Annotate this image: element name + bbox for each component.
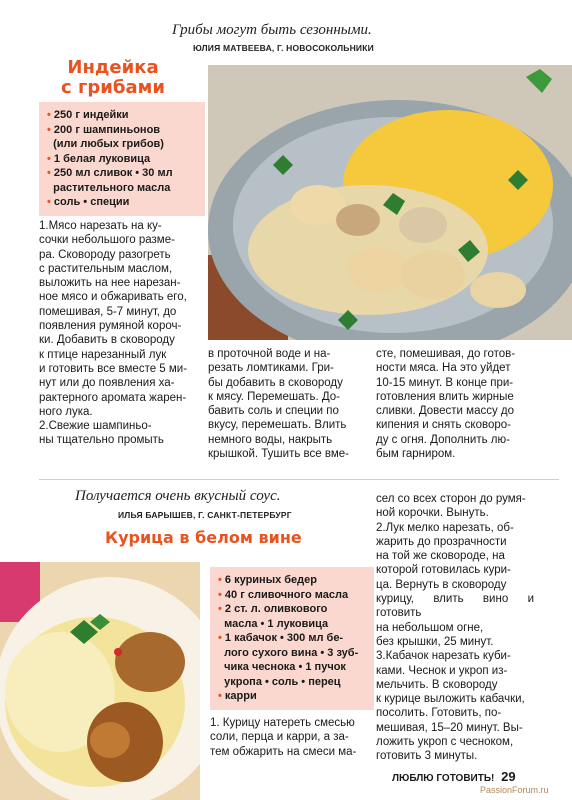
ingredient-item: • 250 г индейки xyxy=(47,109,129,121)
article1-ingredients xyxy=(39,102,205,216)
text-line: бы добавить в сковороду xyxy=(208,376,343,389)
text-line: 3.Кабачок нарезать куби- xyxy=(376,650,511,663)
text-line: сочки небольшого разме- xyxy=(39,234,175,247)
text-line: появления румяной короч- xyxy=(39,320,182,333)
text-line: ца. Вернуть в сковороду xyxy=(376,578,507,591)
article2-author: ИЛЬЯ БАРЫШЕВ, Г. САНКТ-ПЕТЕРБУРГ xyxy=(118,510,292,520)
text-line: к мясу. Перемешать. До- xyxy=(208,390,341,403)
chicken-dish-photo xyxy=(0,562,200,800)
section-divider xyxy=(39,479,559,480)
text-line: тем обжарить на смеси ма- xyxy=(210,745,357,758)
text-line: нут или до появления ха- xyxy=(39,377,175,390)
text-line: сте, помешивая, до готов- xyxy=(376,348,516,360)
article2-column3 xyxy=(376,492,534,764)
article1-title-line1: Индейка xyxy=(67,57,159,78)
article1-author: ЮЛИЯ МАТВЕЕВА, Г. НОВОСОКОЛЬНИКИ xyxy=(193,43,374,53)
text-line: в проточной воде и на- xyxy=(208,348,331,360)
text-line: крышкой. Тушить все вме- xyxy=(208,448,349,461)
ingredient-item: (или любых грибов) xyxy=(53,138,164,150)
text-line: ной корочки. Вынуть. xyxy=(376,507,489,520)
article1-column2 xyxy=(208,347,366,461)
turkey-dish-photo xyxy=(208,65,572,340)
text-line: мешивая, 15–20 минут. Вы- xyxy=(376,721,523,734)
page-footer xyxy=(392,769,516,784)
text-line: сел со всех сторон до румя- xyxy=(376,493,526,505)
ingredient-item: • карри xyxy=(218,690,257,702)
text-line: без крышки, 25 минут. xyxy=(376,635,494,648)
text-line: рактерного аромата жарен- xyxy=(39,391,187,404)
ingredient-item: • 1 белая луковица xyxy=(47,152,151,165)
ingredient-item: • 1 кабачок • 300 мл бе- xyxy=(218,632,344,644)
text-line: резать ломтиками. Гри- xyxy=(208,362,334,375)
ingredient-item: • 2 ст. л. оливкового xyxy=(218,603,328,615)
text-line: соли, перца и карри, а за- xyxy=(210,731,349,744)
article1-title-line2: с грибами xyxy=(61,77,165,98)
ingredient-item: лого сухого вина • 3 зуб- xyxy=(224,646,359,659)
text-line: вкусу, перемешать. Влить xyxy=(208,419,347,432)
text-line: посолить. Готовить, по- xyxy=(376,707,502,720)
text-line: к курице выложить кабачки, xyxy=(376,693,525,706)
text-line: немного воды, накрыть xyxy=(208,433,333,446)
text-line: и готовить все вместе 5 ми- xyxy=(39,362,188,375)
text-line: ное мясо и обжаривать его, xyxy=(39,291,187,304)
turkey-dish-illustration xyxy=(208,65,572,340)
article1-column1 xyxy=(39,219,197,448)
text-line: на небольшом огне, xyxy=(376,621,484,634)
text-line: на той же сковороде, на xyxy=(376,550,505,563)
text-line: готовления влить жирные xyxy=(376,390,514,403)
ingredient-item: чика чеснока • 1 пучок xyxy=(224,661,346,673)
text-line: сливки. Довести массу до xyxy=(376,405,515,418)
ingredient-item: • 200 г шампиньонов xyxy=(47,123,161,136)
text-line: 2.Свежие шампиньо- xyxy=(39,420,152,433)
text-line: помешивая, 5-7 минут, до xyxy=(39,305,177,318)
article2-ingredients xyxy=(210,567,374,710)
text-line: ны тщательно промыть xyxy=(39,434,164,447)
watermark: PassionForum.ru xyxy=(480,785,549,795)
text-line: ного лука. xyxy=(39,405,93,418)
text-line: бым гарниром. xyxy=(376,448,456,461)
text-line: к птице нарезанный лук xyxy=(39,348,167,361)
ingredient-item: • 6 куриных бедер xyxy=(218,574,317,586)
ingredient-item: масла • 1 луковица xyxy=(224,617,329,630)
text-line: 2.Лук мелко нарезать, об- xyxy=(376,521,514,534)
article1-title xyxy=(38,58,188,98)
ingredient-item: • 250 мл сливок • 30 мл xyxy=(47,167,173,179)
article2-quote: Получается очень вкусный соус. xyxy=(75,488,281,504)
text-line: кипения и снять сковоро- xyxy=(376,419,511,432)
text-line: 1. Курицу натереть смесью xyxy=(210,717,355,729)
text-line: ложить укроп с чесноком, xyxy=(376,736,514,749)
text-line: ками. Чеснок и укроп из- xyxy=(376,664,508,677)
text-line: жарить до прозрачности xyxy=(376,535,507,548)
ingredient-item: растительного масла xyxy=(53,181,171,194)
chicken-dish-illustration xyxy=(0,562,200,800)
text-line: мельчить. В сковороду xyxy=(376,678,498,691)
ingredient-item: укропа • соль • перец xyxy=(224,675,341,688)
text-line: готовить 3 минуты. xyxy=(376,750,478,763)
ingredient-item: • 40 г сливочного масла xyxy=(218,588,349,601)
article2-column2 xyxy=(210,716,368,759)
text-line: курицу, влить вино и готовить xyxy=(376,593,534,620)
page-number: 29 xyxy=(501,769,516,784)
text-line: которой готовилась кури- xyxy=(376,564,511,577)
text-line: ду с огня. Дополнить лю- xyxy=(376,433,510,446)
text-line: с растительным маслом, xyxy=(39,262,173,275)
text-line: выложить на нее нарезан- xyxy=(39,277,181,290)
text-line: ра. Сковороду разогреть xyxy=(39,248,171,261)
text-line: бавить соль и специи по xyxy=(208,405,339,418)
text-line: 10-15 минут. В конце при- xyxy=(376,376,514,389)
text-line: 1.Мясо нарезать на ку- xyxy=(39,220,162,232)
text-line: ки. Добавить в сковороду xyxy=(39,334,175,347)
article1-quote: Грибы могут быть сезонными. xyxy=(172,22,372,38)
magazine-name: ЛЮБЛЮ ГОТОВИТЬ! xyxy=(392,773,495,784)
article2-title: Курица в белом вине xyxy=(105,528,302,547)
article1-column3 xyxy=(376,347,534,461)
ingredient-item: • соль • специи xyxy=(47,196,130,208)
text-line: ности мяса. На это уйдет xyxy=(376,362,511,375)
